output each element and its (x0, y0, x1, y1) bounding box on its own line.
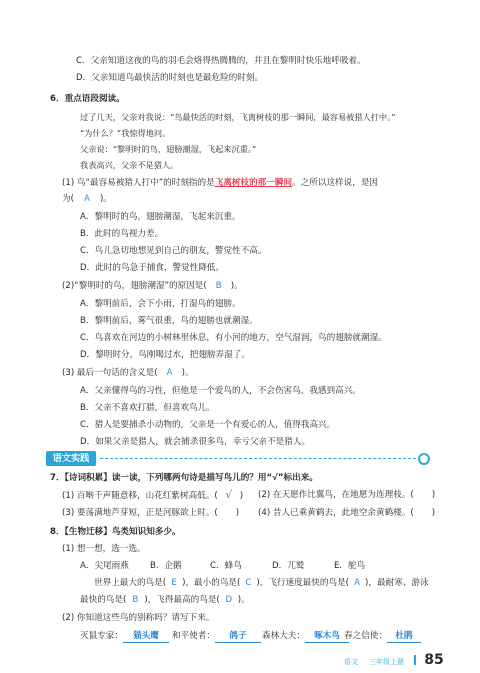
section-bar-yuwen-shijian: 语文实践 (46, 451, 96, 466)
section-end-icon (418, 453, 430, 465)
q7-item-2-text: (2) 在天愿作比翼鸟，在地愿为连理枝。( (258, 490, 414, 500)
q8-l2-text-3: )。 (237, 595, 250, 605)
q6-sub3-suffix: )。 (181, 368, 194, 378)
q8-l2-text-2: )，飞得最高的鸟是( (144, 595, 220, 605)
section-divider (100, 458, 416, 459)
q6-sub2-option-a: A．黎明前后，会下小雨，打湿鸟的翅膀。 (80, 299, 241, 309)
q8-choice-b: B．企鹅 (150, 561, 182, 571)
q6-sub3-option-b: B．父亲不喜欢打猎，但喜欢鸟儿。 (80, 403, 215, 413)
q7-item-2-end: ) (431, 490, 436, 500)
q6-sub1-suffix: 。之所以这样说，是因 (292, 178, 379, 188)
q8-heading: 8．【生物迁移】鸟类知识知多少。 (50, 527, 181, 537)
passage-line-4: 我表高兴，父亲不是猎人。 (80, 160, 179, 170)
q7-heading: 7．【诗词积累】读一读，下列哪两句诗是描写鸟儿的？用“√”标出来。 (50, 473, 318, 483)
q6-sub2-answer[interactable]: B (215, 281, 222, 291)
q8-answer-highest[interactable]: D (225, 595, 233, 605)
q6-sub1-option-b: B．此时的鸟视力差。 (80, 229, 164, 239)
q7-item-1-text: (1) 百啭千声随意移，山花红紫树高低。( (62, 491, 218, 501)
q7-item-4-text: (4) 昔人已乘黄鹤去，此地空余黄鹤楼。( (258, 508, 414, 518)
alias-2-answer[interactable]: 鸽子 (215, 630, 261, 643)
q6-sub2-option-b: B．黎明前后，雾气很重，鸟的翅膀也就潮湿。 (80, 316, 258, 326)
page-number: 85 (424, 652, 444, 668)
passage-line-1: 过了几天，父亲对我说：“鸟最快活的时刻，飞离树枝的那一瞬间，最容易被猎人打中。” (80, 112, 396, 122)
q8-choice-c: C．蜂鸟 (210, 561, 242, 571)
q6-sub1-option-d: D．此时的鸟急于捕食，警觉性降低。 (80, 263, 225, 273)
q8-fill-line-2 (80, 594, 250, 606)
q7-item-1-mark[interactable]: √ (225, 488, 233, 501)
alias-3-answer[interactable]: 啄木鸟 (305, 630, 349, 643)
q6-sub1-question (62, 177, 378, 189)
q8-l1-text-4: )，最耐寒、游泳 (365, 578, 429, 588)
footer-subject: 语文 (344, 658, 358, 666)
q6-sub1-fill-answer[interactable]: 飞离树枝的那一瞬间 (214, 178, 293, 188)
q8-l2-text-1: 最快的鸟是( (80, 595, 127, 605)
q8-sub2-label: (2) 你知道这些鸟的别称吗？请写下来。 (62, 613, 215, 623)
q6-sub1-line2-prefix: 为( (62, 194, 74, 204)
alias-2-label: 和平使者： (172, 631, 215, 641)
q7-item-4 (258, 507, 435, 519)
q7-item-1-end: ) (239, 491, 244, 501)
q6-sub3-answer[interactable]: A (166, 368, 173, 378)
q8-answer-largest[interactable]: E (171, 578, 177, 588)
q7-item-1 (62, 489, 243, 502)
q6-sub3-question (62, 367, 194, 379)
q8-answer-cold-swim[interactable]: B (132, 595, 139, 605)
q8-answer-fastest[interactable]: A (354, 578, 360, 588)
q8-l1-text-3: )，飞行速度最快的鸟是( (256, 578, 350, 588)
q6-heading: 6．重点语段阅读。 (50, 94, 125, 104)
alias-1-answer[interactable]: 猫头鹰 (123, 630, 169, 643)
q8-alias-3 (262, 630, 349, 643)
alias-4-answer[interactable]: 杜鹃 (387, 630, 421, 643)
q8-choice-d: D．兀鹫 (272, 561, 305, 571)
q8-l1-text-2: )，最小的鸟是( (182, 578, 241, 588)
q7-item-3-text: (3) 要荡满地芦芽短，正是河豚欲上时。( (62, 508, 218, 518)
page-footer (344, 651, 444, 670)
q7-item-3 (62, 507, 239, 519)
q6-sub2-prefix: (2)“黎明时的鸟，翅膀潮湿”的原因是( (62, 281, 207, 291)
q6-sub3-option-a: A．父亲懂得鸟的习性，但他是一个爱鸟的人，不会伤害鸟，我感到高兴。 (80, 386, 361, 396)
q6-sub3-prefix: (3) 最后一句话的含义是( (62, 368, 158, 378)
q6-sub1-option-a: A．黎明时的鸟，翅膀潮湿，飞起来沉重。 (80, 212, 241, 222)
q8-alias-2 (172, 630, 261, 643)
alias-4-label: 春之信使： (344, 631, 387, 641)
q8-l1-text-1: 世界上最大的鸟是( (94, 578, 167, 588)
q6-sub2-suffix: )。 (230, 281, 243, 291)
q8-choice-e: E．鸵鸟 (334, 561, 366, 571)
q6-sub1-answer[interactable]: A (84, 194, 90, 204)
q8-sub1-label: (1) 想一想，选一选。 (62, 544, 146, 554)
q5-option-c: C．父亲知道这夜的鸟的羽毛会烙得热腾腾的，并且在黎明时快乐地呼吸着。 (76, 56, 366, 66)
q6-sub2-option-d: D．黎明时分，鸟刚喝过水，把翅膀弄湿了。 (80, 350, 250, 360)
alias-1-label: 灭鼠专家： (80, 631, 123, 641)
q7-item-2 (258, 489, 435, 501)
q8-alias-1 (80, 630, 169, 643)
q7-item-4-end: ) (431, 508, 436, 518)
alias-3-label: 森林大夫： (262, 631, 305, 641)
q7-item-3-end: ) (235, 508, 240, 518)
q6-sub3-option-d: D．如果父亲是猎人，就会捕杀很多鸟，幸亏父亲不是猎人。 (80, 437, 311, 447)
q8-choice-a: A．尖尾雨燕 (80, 561, 129, 571)
q8-alias-4 (344, 630, 421, 643)
q6-sub3-option-c: C．猎人是要捕杀小动物的，父亲是一个有爱心的人，值得我高兴。 (80, 420, 336, 430)
q6-sub1-line2 (62, 193, 112, 205)
passage-line-2: “为什么？”我惊得地问。 (80, 128, 171, 138)
q6-sub2-option-c: C．鸟喜欢在河边的小树林里休息，有小河的地方，空气湿润，鸟的翅膀就潮湿。 (80, 333, 387, 343)
q8-fill-line-1 (94, 577, 429, 589)
q6-sub1-prefix: (1) 鸟“最容易被猎人打中”的时刻指的是 (62, 178, 215, 188)
footer-grade: 三年级上册 (369, 658, 405, 666)
q6-sub2-question (62, 280, 243, 292)
q5-option-d: D．父亲知道鸟最快活的时刻也是最危险的时刻。 (76, 73, 264, 83)
q6-sub1-line2-suffix: )。 (99, 194, 112, 204)
q8-answer-smallest[interactable]: C (245, 578, 252, 588)
footer-marker (414, 655, 416, 665)
q6-sub1-option-c: C．鸟儿急切地想见到自己的朋友，警觉性不高。 (80, 246, 267, 256)
passage-line-3: 父亲说：“黎明时的鸟，翅膀潮湿，飞起来沉重。” (80, 144, 257, 154)
